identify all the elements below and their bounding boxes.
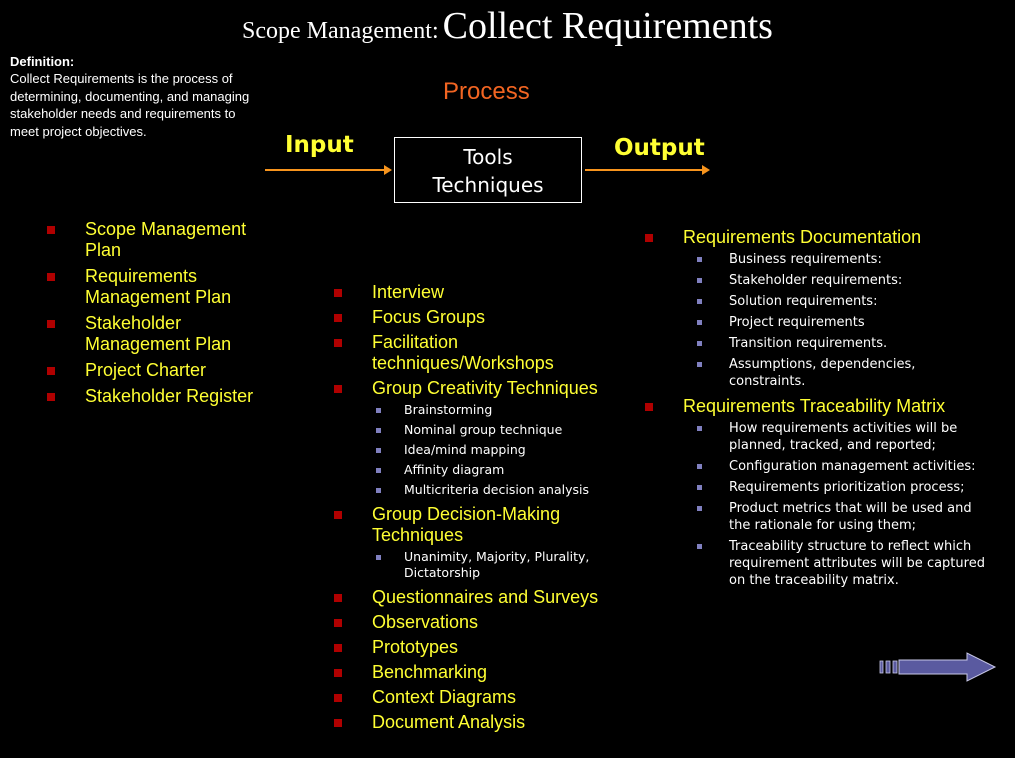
bullet-icon bbox=[334, 594, 342, 602]
tool-item-label: Prototypes bbox=[372, 637, 459, 657]
list-item bbox=[47, 360, 287, 381]
input-label: Input bbox=[285, 132, 354, 158]
sub-list-item bbox=[645, 251, 995, 268]
sub-bullet-icon bbox=[376, 448, 381, 453]
bullet-icon bbox=[645, 234, 653, 242]
sub-bullet-icon bbox=[376, 488, 381, 493]
bullet-icon bbox=[334, 619, 342, 627]
sub-bullet-icon bbox=[697, 485, 702, 490]
sub-bullet-icon bbox=[697, 464, 702, 469]
list-item bbox=[334, 587, 624, 608]
sub-item-label: How requirements activities will be planned, tracked, and reported; bbox=[729, 421, 958, 453]
sub-item-label: Configuration management activities: bbox=[729, 459, 976, 474]
sub-bullet-icon bbox=[697, 320, 702, 325]
list-item bbox=[334, 687, 624, 708]
sub-list-item bbox=[645, 479, 995, 496]
output-item-label: Requirements Documentation bbox=[683, 227, 922, 247]
output-label: Output bbox=[614, 135, 705, 161]
list-item bbox=[334, 612, 624, 633]
tool-item-label: Interview bbox=[372, 282, 445, 302]
list-item bbox=[334, 504, 624, 581]
list-item bbox=[334, 332, 624, 374]
list-item bbox=[334, 712, 624, 733]
tools-techniques-box bbox=[394, 137, 582, 203]
sub-list-item bbox=[645, 538, 995, 589]
techniques-line: Techniques bbox=[432, 173, 544, 197]
sub-item-label: Multicriteria decision analysis bbox=[404, 482, 589, 497]
tools-line: Tools bbox=[463, 145, 513, 169]
bullet-icon bbox=[334, 669, 342, 677]
list-item bbox=[334, 378, 624, 498]
list-item bbox=[334, 637, 624, 658]
bullet-icon bbox=[334, 314, 342, 322]
list-item bbox=[47, 219, 287, 261]
title-main: Collect Requirements bbox=[442, 5, 773, 47]
tool-item-label: Document Analysis bbox=[372, 712, 526, 732]
list-item bbox=[334, 282, 624, 303]
sub-list-item bbox=[645, 356, 995, 390]
bullet-icon bbox=[47, 273, 55, 281]
bullet-icon bbox=[47, 320, 55, 328]
sub-list-item bbox=[372, 549, 624, 581]
sub-item-label: Transition requirements. bbox=[729, 336, 888, 351]
sub-item-label: Requirements prioritization process; bbox=[729, 480, 965, 495]
sub-bullet-icon bbox=[697, 544, 702, 549]
sub-list-item bbox=[372, 402, 624, 418]
sub-bullet-icon bbox=[376, 428, 381, 433]
sub-item-label: Affinity diagram bbox=[404, 462, 505, 477]
sub-list-item bbox=[372, 422, 624, 438]
sub-list-item bbox=[372, 442, 624, 458]
definition-block bbox=[10, 53, 250, 140]
sub-item-label: Traceability structure to reflect which requirement attributes will be captured on the traceability matrix. bbox=[729, 539, 985, 588]
bullet-icon bbox=[334, 511, 342, 519]
bullet-icon bbox=[334, 719, 342, 727]
sub-item-label: Unanimity, Majority, Plurality, Dictatorship bbox=[404, 549, 590, 580]
sub-bullet-icon bbox=[697, 299, 702, 304]
sub-list bbox=[372, 549, 624, 581]
title-prefix: Scope Management: bbox=[242, 18, 439, 44]
next-slide-arrow-icon[interactable] bbox=[879, 652, 997, 682]
output-item-label: Requirements Traceability Matrix bbox=[683, 396, 946, 416]
sub-bullet-icon bbox=[376, 408, 381, 413]
bullet-icon bbox=[47, 393, 55, 401]
sub-item-label: Product metrics that will be used and the rationale for using them; bbox=[729, 501, 972, 533]
list-item bbox=[47, 386, 287, 407]
sub-list-item bbox=[645, 314, 995, 331]
sub-item-label: Solution requirements: bbox=[729, 294, 878, 309]
definition-text: Collect Requirements is the process of determining, documenting, and managing stakeholder needs and requirements to meet project objectives. bbox=[10, 71, 250, 139]
bullet-icon bbox=[47, 226, 55, 234]
sub-bullet-icon bbox=[697, 362, 702, 367]
input-arrow-icon bbox=[264, 163, 392, 177]
sub-list-item bbox=[372, 482, 624, 498]
sub-list-item bbox=[645, 458, 995, 475]
list-item bbox=[645, 227, 995, 390]
sub-bullet-icon bbox=[376, 468, 381, 473]
input-item-label: Stakeholder Register bbox=[85, 386, 254, 406]
tool-item-label: Focus Groups bbox=[372, 307, 486, 327]
output-arrow-icon bbox=[584, 163, 712, 177]
definition-label: Definition: bbox=[10, 54, 75, 69]
sub-item-label: Idea/mind mapping bbox=[404, 442, 526, 457]
sub-list bbox=[645, 420, 995, 589]
sub-bullet-icon bbox=[697, 278, 702, 283]
bullet-icon bbox=[645, 403, 653, 411]
bullet-icon bbox=[334, 694, 342, 702]
sub-item-label: Project requirements bbox=[729, 315, 865, 330]
list-item bbox=[334, 662, 624, 683]
input-item-label: Requirements Management Plan bbox=[85, 266, 232, 307]
tool-item-label: Benchmarking bbox=[372, 662, 488, 682]
outputs-list bbox=[645, 227, 995, 595]
list-item bbox=[645, 396, 995, 589]
inputs-list bbox=[47, 219, 287, 412]
input-item-label: Stakeholder Management Plan bbox=[85, 313, 232, 354]
slide-title bbox=[0, 4, 1015, 48]
tools-list bbox=[334, 282, 624, 737]
sub-bullet-icon bbox=[697, 506, 702, 511]
tool-item-label: Group Creativity Techniques bbox=[372, 378, 598, 398]
sub-item-label: Brainstorming bbox=[404, 402, 493, 417]
sub-bullet-icon bbox=[376, 555, 381, 560]
sub-bullet-icon bbox=[697, 341, 702, 346]
bullet-icon bbox=[334, 289, 342, 297]
input-item-label: Project Charter bbox=[85, 360, 207, 380]
tool-item-label: Facilitation techniques/Workshops bbox=[372, 332, 554, 373]
process-label: Process bbox=[443, 78, 530, 105]
tool-item-label: Group Decision-Making Techniques bbox=[372, 504, 561, 545]
list-item bbox=[334, 307, 624, 328]
sub-item-label: Assumptions, dependencies, constraints. bbox=[729, 357, 916, 389]
sub-list bbox=[645, 251, 995, 390]
bullet-icon bbox=[334, 644, 342, 652]
bullet-icon bbox=[334, 339, 342, 347]
list-item bbox=[47, 266, 287, 308]
tool-item-label: Observations bbox=[372, 612, 479, 632]
sub-list bbox=[372, 402, 624, 498]
input-item-label: Scope Management Plan bbox=[85, 219, 247, 260]
sub-list-item bbox=[645, 420, 995, 454]
bullet-icon bbox=[47, 367, 55, 375]
sub-list-item bbox=[372, 462, 624, 478]
sub-item-label: Business requirements: bbox=[729, 252, 882, 267]
sub-item-label: Nominal group technique bbox=[404, 422, 563, 437]
sub-item-label: Stakeholder requirements: bbox=[729, 273, 903, 288]
bullet-icon bbox=[334, 385, 342, 393]
sub-list-item bbox=[645, 293, 995, 310]
sub-list-item bbox=[645, 335, 995, 352]
list-item bbox=[47, 313, 287, 355]
sub-list-item bbox=[645, 272, 995, 289]
tool-item-label: Context Diagrams bbox=[372, 687, 517, 707]
sub-bullet-icon bbox=[697, 426, 702, 431]
sub-list-item bbox=[645, 500, 995, 534]
tool-item-label: Questionnaires and Surveys bbox=[372, 587, 599, 607]
sub-bullet-icon bbox=[697, 257, 702, 262]
